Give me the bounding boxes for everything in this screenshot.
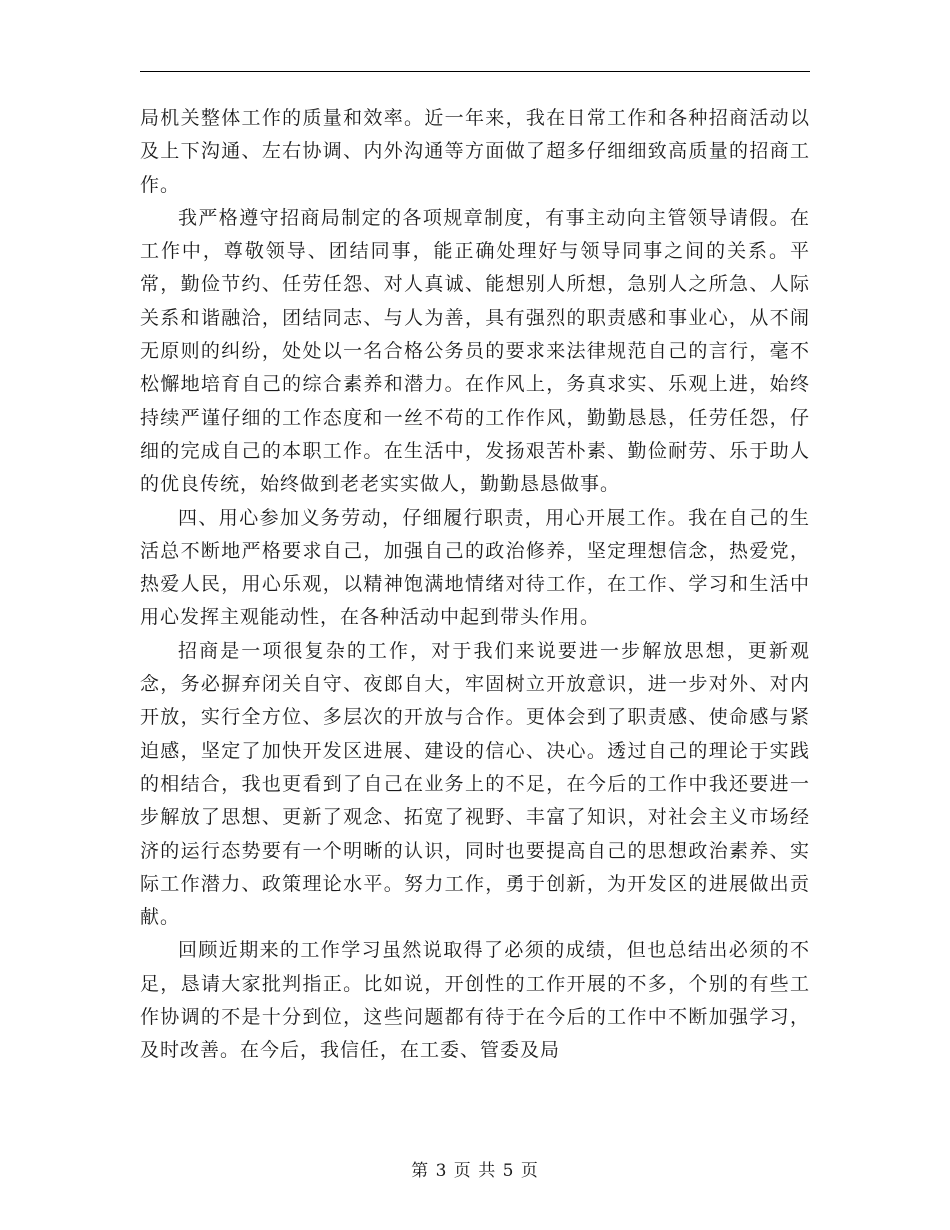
- header-rule: [140, 71, 810, 72]
- document-body: [140, 102, 810, 1068]
- page-footer: [0, 1156, 950, 1181]
- paragraph-5: 回顾近期来的工作学习虽然说取得了必须的成绩，但也总结出必须的不足，恳请大家批判指正。比如说，开创性的工作开展的不多，个别的有些工作协调的不是十分到位，这些问题都有待于在今后的工作中不断加强学习，及时改善。在今后，我信任，在工委、管委及局: [140, 939, 810, 1062]
- paragraph-3: 四、用心参加义务劳动，仔细履行职责，用心开展工作。我在自己的生活总不断地严格要求自己，加强自己的政治修养，坚定理想信念，热爱党，热爱人民，用心乐观，以精神饱满地情绪对待工作，在工作、学习和生活中用心发挥主观能动性，在各种活动中起到带头作用。: [140, 506, 810, 629]
- total-page-count: 5: [502, 1161, 515, 1181]
- footer-prefix: 第: [411, 1161, 430, 1181]
- footer-suffix: 页: [520, 1161, 539, 1181]
- paragraph-2: 我严格遵守招商局制定的各项规章制度，有事主动向主管领导请假。在工作中，尊敬领导、团结同事，能正确处理好与领导同事之间的关系。平常，勤俭节约、任劳任怨、对人真诚、能想别人所想，急别人之所急、人际关系和谐融洽，团结同志、与人为善，具有强烈的职责感和事业心，从不闹无原则的纠纷，处处以一名合格公务员的要求来法律规范自己的言行，毫不松懈地培育自己的综合素养和潜力。在作风上，务真求实、乐观上进，始终持续严谨仔细的工作态度和一丝不苟的工作作风，勤勤恳恳，任劳任怨，仔细的完成自己的本职工作。在生活中，发扬艰苦朴素、勤俭耐劳、乐于助人的优良传统，始终做到老老实实做人，勤勤恳恳做事。: [140, 206, 810, 496]
- paragraph-4: 招商是一项很复杂的工作，对于我们来说要进一步解放思想，更新观念，务必摒弃闭关自守、夜郎自大，牢固树立开放意识，进一步对外、对内开放，实行全方位、多层次的开放与合作。更体会到了职责感、使命感与紧迫感，坚定了加快开发区进展、建设的信心、决心。透过自己的理论于实践的相结合，我也更看到了自己在业务上的不足，在今后的工作中我还要进一步解放了思想、更新了观念、拓宽了视野、丰富了知识，对社会主义市场经济的运行态势要有一个明晰的认识，同时也要提高自己的思想政治素养、实际工作潜力、政策理论水平。努力工作，勇于创新，为开发区的进展做出贡献。: [140, 639, 810, 929]
- paragraph-1: 局机关整体工作的质量和效率。近一年来，我在日常工作和各种招商活动以及上下沟通、左右协调、内外沟通等方面做了超多仔细细致高质量的招商工作。: [140, 107, 810, 196]
- current-page-number: 3: [435, 1161, 448, 1181]
- footer-middle: 页 共: [453, 1161, 497, 1181]
